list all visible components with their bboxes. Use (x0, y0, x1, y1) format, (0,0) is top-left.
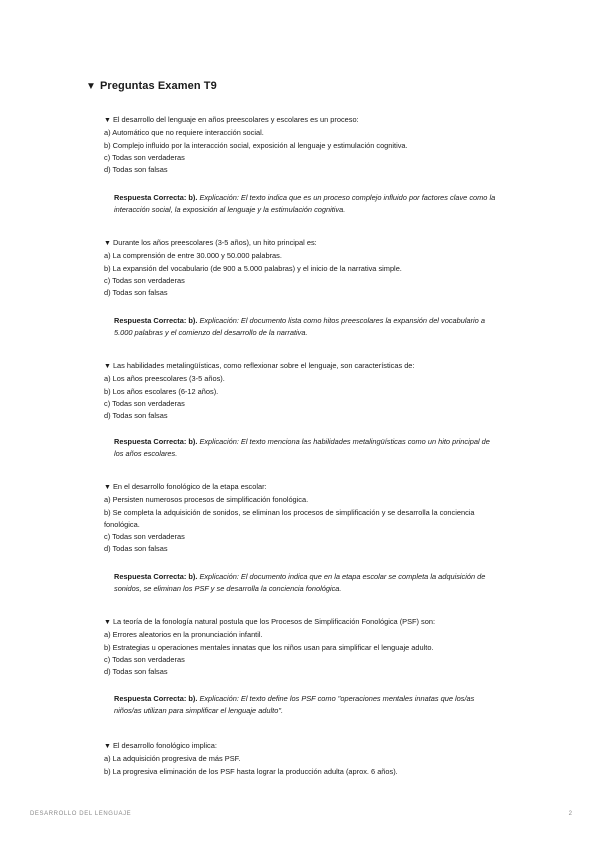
answer-block (114, 192, 500, 217)
answer-block (114, 315, 500, 340)
option-b: b) La progresiva eliminación de los PSF hasta lograr la producción adulta (aprox. 6 años). (104, 766, 398, 776)
question-text: ▼ La teoría de la fonología natural postula que los Procesos de Simplificación Fonológica (PSF) son: (104, 617, 436, 626)
option-a: a) La comprensión de entre 30.000 y 50.000 palabras. (104, 251, 282, 261)
option-d: d) Todas son falsas (104, 165, 168, 175)
answer-block (114, 693, 500, 718)
option-d: d) Todas son falsas (104, 544, 168, 554)
question-text: ▼ En el desarrollo fonológico de la etapa escolar: (104, 482, 267, 491)
option-d: d) Todas son falsas (104, 667, 168, 677)
question-block (104, 114, 504, 176)
option-b: b) Se completa la adquisición de sonidos, se eliminan los procesos de simplificación y se desarrolla la conciencia fonológica. (104, 507, 475, 529)
option-c: c) Todas son verdaderas (104, 275, 185, 285)
question-text: ▼ Durante los años preescolares (3-5 años), un hito principal es: (104, 238, 317, 247)
option-a: a) Persisten numerosos procesos de simplificación fonológica. (104, 495, 309, 505)
answer-block (114, 436, 500, 461)
option-c: c) Todas son verdaderas (104, 532, 185, 542)
toggle-triangle-icon[interactable]: ▼ (104, 484, 111, 491)
title-text: Preguntas Examen T9 (100, 80, 217, 92)
option-c: c) Todas son verdaderas (104, 398, 185, 408)
toggle-triangle-icon[interactable]: ▼ (104, 743, 111, 750)
answer-explanation: Explicación: El texto indica que es un proceso complejo influido por factores clave como la interacción social, la exposición al lenguaje y la estimulación cognitiva. (114, 193, 496, 215)
answer-explanation: Explicación: El texto define los PSF como "operaciones mentales innatas que los/as niños/as utilizan para simplificar el lenguaje adulto". (114, 694, 475, 716)
option-a: a) Automático que no requiere interacción social. (104, 128, 264, 138)
answer-label: Respuesta Correcta: b). (114, 572, 198, 581)
document-title (86, 80, 217, 92)
option-b: b) La expansión del vocabulario (de 900 a 5.000 palabras) y el inicio de la narrativa simple. (104, 263, 402, 273)
option-a: a) Los años preescolares (3-5 años). (104, 374, 225, 384)
answer-explanation: Explicación: El texto menciona las habilidades metalingüísticas como un hito principal de los años escolares. (114, 437, 490, 459)
option-b: b) Complejo influido por la interacción social, exposición al lenguaje y estimulación cognitiva. (104, 140, 408, 150)
answer-explanation: Explicación: El documento lista como hitos preescolares la expansión del vocabulario a 5.000 palabras y el comienzo del desarrollo de la narrativa. (114, 316, 485, 338)
answer-explanation: Explicación: El documento indica que en la etapa escolar se completa la adquisición de sonidos, se eliminan los PSF y se desarrolla la conciencia fonológica. (114, 572, 486, 594)
answer-label: Respuesta Correcta: b). (114, 694, 198, 703)
toggle-triangle-icon[interactable]: ▼ (104, 117, 111, 124)
footer-course-title: DESARROLLO DEL LENGUAJE (30, 811, 132, 817)
option-d: d) Todas son falsas (104, 288, 168, 298)
option-c: c) Todas son verdaderas (104, 654, 185, 664)
question-block (104, 360, 504, 422)
toggle-triangle-icon[interactable]: ▼ (104, 363, 111, 370)
answer-block (114, 571, 500, 596)
option-b: b) Estrategias u operaciones mentales innatas que los niños usan para simplificar el lenguaje adulto. (104, 642, 434, 652)
question-text: ▼ El desarrollo fonológico implica: (104, 741, 217, 750)
question-block (104, 740, 504, 778)
answer-label: Respuesta Correcta: b). (114, 316, 198, 325)
toggle-triangle-icon[interactable]: ▼ (86, 81, 96, 92)
option-b: b) Los años escolares (6-12 años). (104, 386, 219, 396)
page-number: 2 (568, 811, 572, 817)
option-a: a) La adquisición progresiva de más PSF. (104, 754, 241, 764)
question-text: ▼ El desarrollo del lenguaje en años preescolares y escolares es un proceso: (104, 115, 359, 124)
option-c: c) Todas son verdaderas (104, 152, 185, 162)
question-block (104, 237, 504, 299)
toggle-triangle-icon[interactable]: ▼ (104, 619, 111, 626)
question-block (104, 616, 504, 678)
answer-label: Respuesta Correcta: b). (114, 193, 198, 202)
question-text: ▼ Las habilidades metalingüísticas, como reflexionar sobre el lenguaje, son características de: (104, 361, 415, 370)
option-d: d) Todas son falsas (104, 411, 168, 421)
toggle-triangle-icon[interactable]: ▼ (104, 240, 111, 247)
answer-label: Respuesta Correcta: b). (114, 437, 198, 446)
option-a: a) Errores aleatorios en la pronunciación infantil. (104, 630, 263, 640)
question-block (104, 481, 504, 556)
